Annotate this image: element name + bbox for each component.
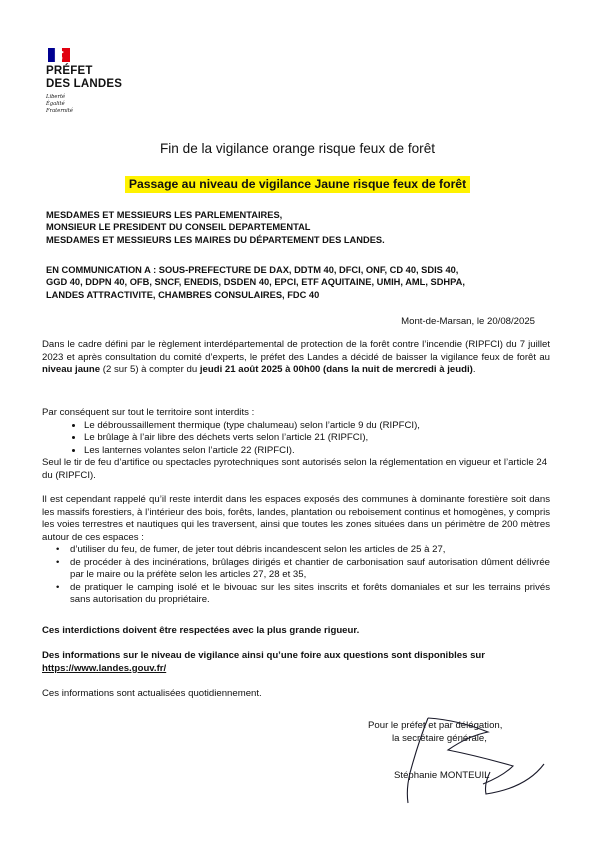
prefet-title <box>46 65 166 91</box>
prefet-line1: PRÉFET <box>46 65 93 77</box>
list-item: • d’utiliser du feu, de fumer, de jeter tout débris incandescent selon les articles de 25 à 27, <box>56 544 550 557</box>
p2-outro: Seul le tir de feu d’artifice ou spectacles pyrotechniques sont autorisés selon la réglementation en vigueur et l’article 24 du (RIPFCI). <box>42 457 548 481</box>
document-title: Fin de la vigilance orange risque feux de forêt <box>159 141 436 156</box>
info-text: Des informations sur le niveau de vigilance ainsi qu’une foire aux questions sont disponibles sur <box>42 650 486 661</box>
landes-gouv-link[interactable]: https://www.landes.gouv.fr/ <box>42 662 167 674</box>
list-item: • de procéder à des incinérations, brûlages dirigés et chantier de carbonisation sauf autorisation dûment délivrée par le maire ou la préfète selon les articles 27, 28 et 35, <box>56 557 550 582</box>
prefet-line2: DES LANDES <box>46 78 123 90</box>
date-line: Mont-de-Marsan, le 20/08/2025 <box>401 316 535 327</box>
signature-delegation: Pour le préfet et par délégation, <box>368 720 503 731</box>
banner-text: Passage au niveau de vigilance Jaune risque feux de forêt <box>125 176 470 193</box>
copy-to-line: EN COMMUNICATION A : SOUS-PREFECTURE DE DAX, DDTM 40, DFCI, ONF, CD 40, SDIS 40, <box>46 265 459 275</box>
devise-fraternite: Fraternité <box>46 108 73 114</box>
warning-line: Ces interdictions doivent être respectées avec la plus grande rigueur. <box>42 625 360 636</box>
list-item: • Les lanternes volantes selon l’article 22 (RIPFCI). <box>84 445 550 458</box>
signature-name: Stéphanie MONTEUIL <box>394 770 490 781</box>
prohibitions-list <box>42 420 550 458</box>
copy-to-line: LANDES ATTRACTIVITE, CHAMBRES CONSULAIRES, FDC 40 <box>46 289 320 300</box>
list-item: • Le brûlage à l’air libre des déchets verts selon l’article 21 (RIPFCI), <box>84 432 550 445</box>
p1-end: . <box>472 364 476 375</box>
p1-text: Dans le cadre défini par le règlement interdépartemental de protection de la forêt contre l’incendie (RIPFCI) du 7 juillet 2023 et après consultation du comité d’experts, le préfet des Landes a décidé de baisser la vigilance feux de forêt au <box>42 339 550 363</box>
handwritten-signature <box>370 712 545 812</box>
list-item: • de pratiquer le camping isolé et le bivouac sur les sites inscrits et forêts domaniales et sur les terrains privés sans autorisation du propriétaire. <box>56 582 550 607</box>
devise-liberte: Liberté <box>46 94 66 100</box>
recipient-line: MONSIEUR LE PRESIDENT DU CONSEIL DEPARTEMENTAL <box>46 222 311 233</box>
info-line <box>42 650 550 675</box>
marianne-icon <box>48 48 70 62</box>
p3-intro: Il est cependant rappelé qu’il reste interdit dans les espaces exposés des communes à dominante forestière soit dans les massifs forestiers, à l’intérieur des bois, forêts, landes, plantation ou reboisement continus et homogènes, y compris les voies terrestres et nautiques qui les traversent, ainsi que toutes les zones situées dans un périmètre de 200 mètres autour de ces espaces : <box>42 494 550 543</box>
prefet-logo <box>46 48 166 115</box>
paragraph-prohibitions <box>42 407 550 482</box>
paragraph-reminder <box>42 494 550 607</box>
paragraph-decision <box>42 339 550 377</box>
devise <box>46 94 166 115</box>
reminder-list <box>42 544 550 607</box>
recipients <box>46 209 385 246</box>
p1-level: niveau jaune <box>42 364 101 375</box>
list-item: • Le débroussaillement thermique (type chalumeau) selon l’article 9 du (RIPFCI), <box>84 420 550 433</box>
banner <box>0 175 595 193</box>
copy-to-line: GGD 40, DDPN 40, OFB, SNCF, ENEDIS, DSDEN 40, EPCI, ETF AQUITAINE, UMIH, AML, SDHPA, <box>46 277 465 288</box>
copy-to <box>46 264 551 301</box>
signature-block <box>330 720 550 781</box>
recipient-line: MESDAMES ET MESSIEURS LES MAIRES DU DÉPARTEMENT DES LANDES. <box>46 234 385 245</box>
p1-text-2: (2 sur 5) à compter du <box>100 364 200 375</box>
recipient-line: MESDAMES ET MESSIEURS LES PARLEMENTAIRES, <box>46 210 283 220</box>
p1-date: jeudi 21 août 2025 à 00h00 (dans la nuit de mercredi à jeudi) <box>199 364 473 375</box>
update-line: Ces informations sont actualisées quotidiennement. <box>42 688 262 699</box>
p2-intro: Par conséquent sur tout le territoire sont interdits : <box>42 407 255 418</box>
signature-role: la secrétaire générale, <box>392 732 487 744</box>
devise-egalite: Égalité <box>46 101 65 107</box>
